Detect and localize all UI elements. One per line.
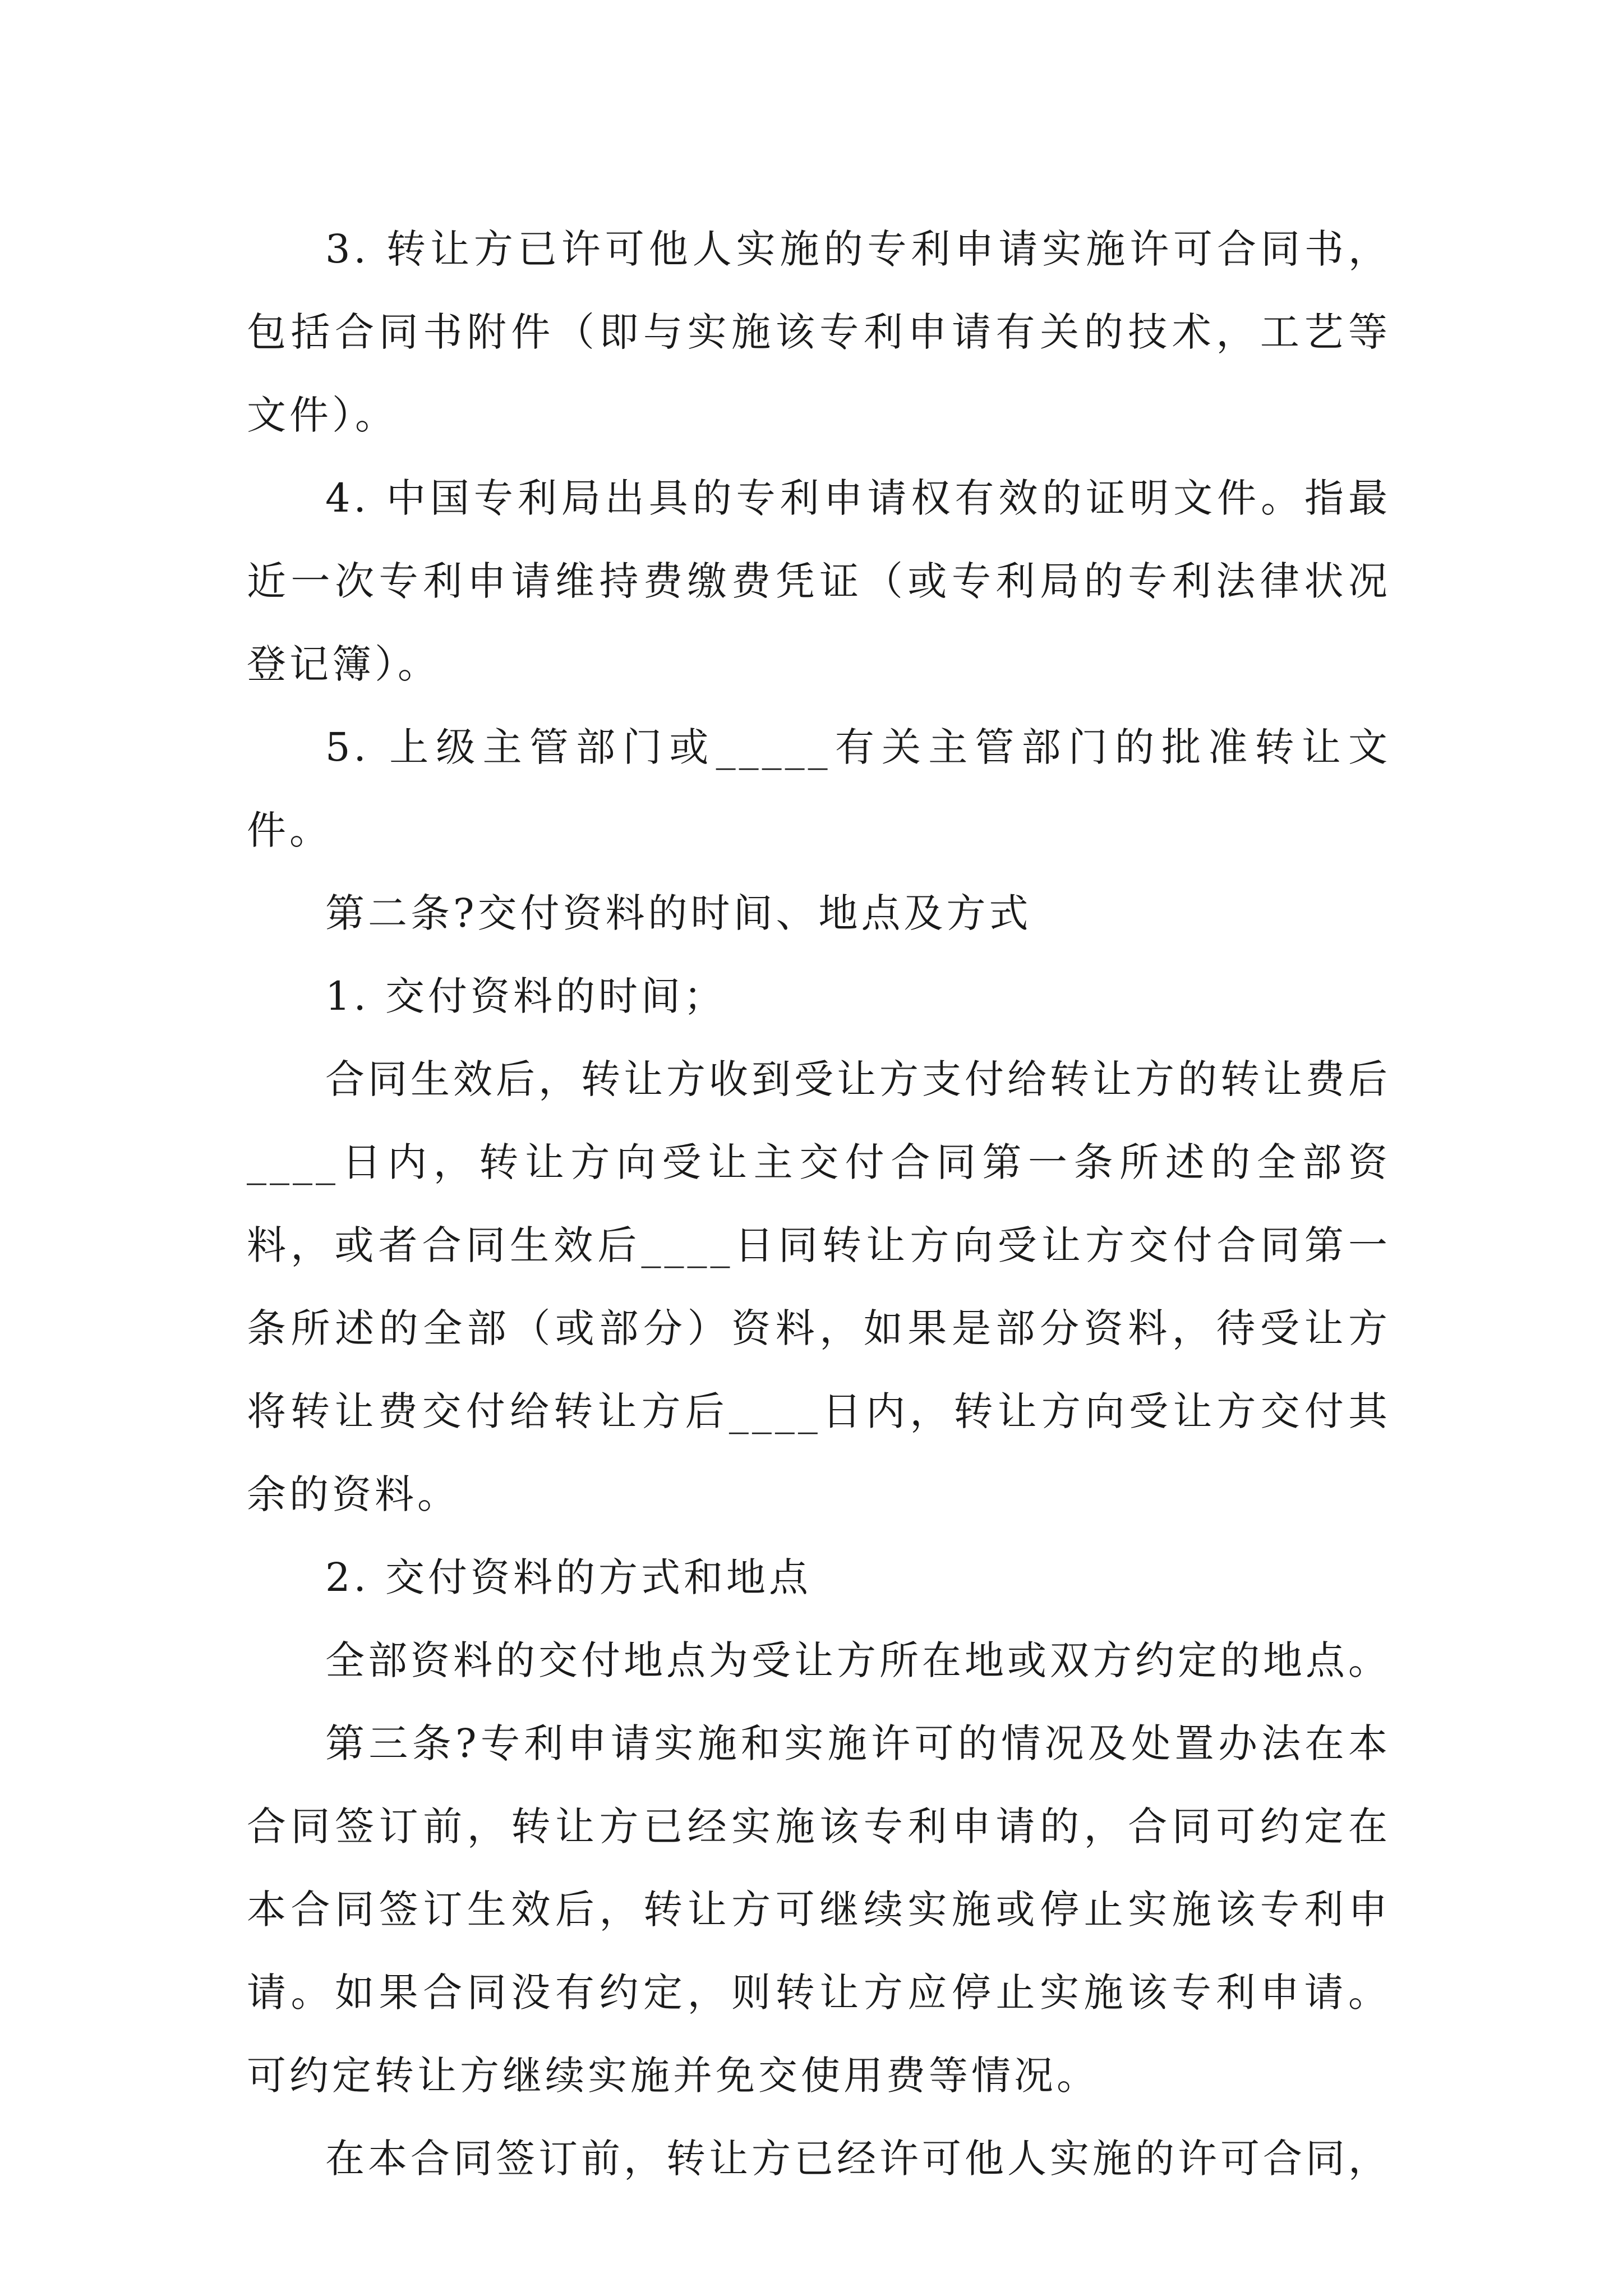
article-2-heading: 第二条?交付资料的时间、地点及方式 <box>325 890 1032 936</box>
subsection-delivery-method: 2. 交付资料的方式和地点 <box>325 1554 812 1600</box>
paragraph-item-5: 5. 上级主管部门或_____有关主管部门的批准转让文件。 <box>247 724 1391 853</box>
paragraph-delivery-location: 全部资料的交付地点为受让方所在地或双方约定的地点。 <box>325 1637 1391 1683</box>
paragraph-item-3: 3. 转让方已许可他人实施的专利申请实施许可合同书，包括合同书附件（即与实施该专利申请有关的技术，工艺等文件）。 <box>247 226 1391 438</box>
article-3-paragraph: 第三条?专利申请实施和实施许可的情况及处置办法在本合同签订前，转让方已经实施该专利申请的，合同可约定在本合同签订生效后，转让方可继续实施或停止实施该专利申请。如果合同没有约定，则转让方应停止实施该专利申请。可约定转让方继续实施并免交使用费等情况。 <box>247 1720 1391 2099</box>
paragraph-prior-license: 在本合同签订前，转让方已经许可他人实施的许可合同， <box>325 2136 1391 2182</box>
paragraph-delivery-time-body: 合同生效后，转让方收到受让方支付给转让方的转让费后____日内，转让方向受让主交付合同第一条所述的全部资料，或者合同生效后____日同转让方向受让方交付合同第一条所述的全部（或部分）资料，如果是部分资料，待受让方将转让费交付给转让方后____日内，转让方向受让方交付其余的资料。 <box>247 1056 1391 1517</box>
document-body <box>247 208 1391 2200</box>
subsection-delivery-time: 1. 交付资料的时间； <box>325 973 727 1019</box>
paragraph-item-4: 4. 中国专利局出具的专利申请权有效的证明文件。指最近一次专利申请维持费缴费凭证（或专利局的专利法律状况登记簿）。 <box>247 475 1391 687</box>
